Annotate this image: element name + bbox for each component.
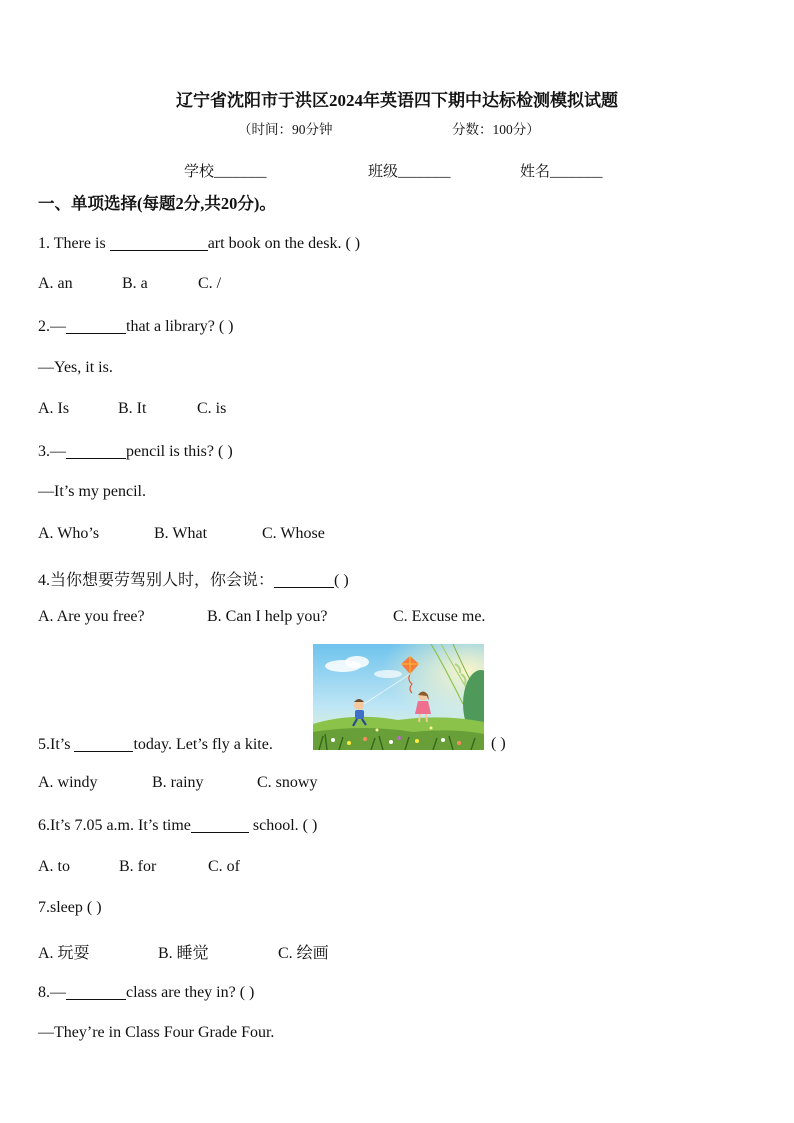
- question-3-text-pre: 3.—: [38, 443, 66, 460]
- answer-blank: [66, 442, 126, 459]
- question-2-text-post: that a library? ( ): [126, 318, 234, 335]
- option-c: C. is: [197, 400, 227, 417]
- question-5: [38, 735, 273, 754]
- exam-time: （时间：90分钟: [238, 122, 333, 137]
- option-c: C. Excuse me.: [393, 608, 486, 625]
- option-c: C. 绘画: [278, 945, 329, 962]
- question-7: 7.sleep ( ): [38, 899, 102, 916]
- section-heading: 一、单项选择(每题2分,共20分)。: [38, 194, 276, 213]
- question-3-text-post: pencil is this? ( ): [126, 443, 233, 460]
- answer-blank: [274, 571, 334, 588]
- option-b: B. Can I help you?: [207, 608, 328, 625]
- answer-blank: [66, 317, 126, 334]
- question-4: [38, 567, 349, 590]
- page-title: 辽宁省沈阳市于洪区2024年英语四下期中达标检测模拟试题: [176, 91, 618, 110]
- question-1: [38, 234, 360, 253]
- question-6-text-post: school. ( ): [248, 817, 318, 834]
- question-5-options: [38, 774, 317, 792]
- question-1-text-post: art book on the desk. ( ): [207, 235, 361, 252]
- question-8: [38, 983, 254, 1002]
- question-8-text-pre: 8.—: [38, 984, 66, 1001]
- question-8-reply: —They’re in Class Four Grade Four.: [38, 1024, 275, 1041]
- exam-score: 分数：100分）: [452, 122, 540, 137]
- question-4-text-post: ( ): [334, 572, 349, 589]
- school-field: 学校_______: [184, 164, 267, 180]
- option-b: B. What: [154, 525, 208, 542]
- question-4-options: [38, 608, 485, 626]
- question-3-reply: —It’s my pencil.: [38, 483, 146, 500]
- answer-blank: [74, 735, 133, 752]
- question-3-options: [38, 525, 325, 543]
- question-4-text-pre: 4.当你想要劳驾别人时，你会说：: [38, 572, 275, 589]
- option-b: B. for: [119, 858, 157, 875]
- answer-blank: [110, 234, 208, 251]
- option-c: C. of: [208, 858, 240, 875]
- option-a: A. to: [38, 858, 70, 875]
- question-7-options: [38, 940, 329, 963]
- option-b: B. 睡觉: [158, 945, 209, 962]
- question-2: [38, 317, 234, 336]
- question-2-reply: —Yes, it is.: [38, 359, 113, 376]
- option-a: A. Who’s: [38, 525, 100, 542]
- option-a: A. 玩耍: [38, 945, 90, 962]
- kite-flying-illustration: [313, 644, 484, 750]
- question-8-text-post: class are they in? ( ): [126, 984, 255, 1001]
- question-5-text-pre: 5.It’s: [38, 736, 75, 753]
- option-c: C. snowy: [257, 774, 318, 791]
- question-1-options: [38, 275, 221, 293]
- option-c: C. /: [198, 275, 222, 292]
- option-a: A. Is: [38, 400, 70, 417]
- option-c: C. Whose: [262, 525, 325, 542]
- option-b: B. a: [122, 275, 148, 292]
- name-field: 姓名_______: [520, 164, 603, 180]
- answer-blank: [66, 983, 126, 1000]
- question-1-text-pre: 1. There is: [38, 235, 110, 252]
- answer-blank: [191, 816, 249, 833]
- question-6-options: [38, 858, 240, 876]
- option-b: B. It: [118, 400, 147, 417]
- option-a: A. windy: [38, 774, 98, 791]
- question-2-text-pre: 2.—: [38, 318, 66, 335]
- option-b: B. rainy: [152, 774, 204, 791]
- option-a: A. Are you free?: [38, 608, 145, 625]
- question-6: [38, 816, 317, 835]
- question-5-paren: ( ): [491, 735, 506, 752]
- question-6-text-pre: 6.It’s 7.05 a.m. It’s time: [38, 817, 191, 834]
- option-a: A. an: [38, 275, 73, 292]
- question-5-text-post: today. Let’s fly a kite.: [133, 736, 273, 753]
- question-3: [38, 442, 233, 461]
- question-2-options: [38, 400, 226, 418]
- class-field: 班级_______: [368, 164, 451, 180]
